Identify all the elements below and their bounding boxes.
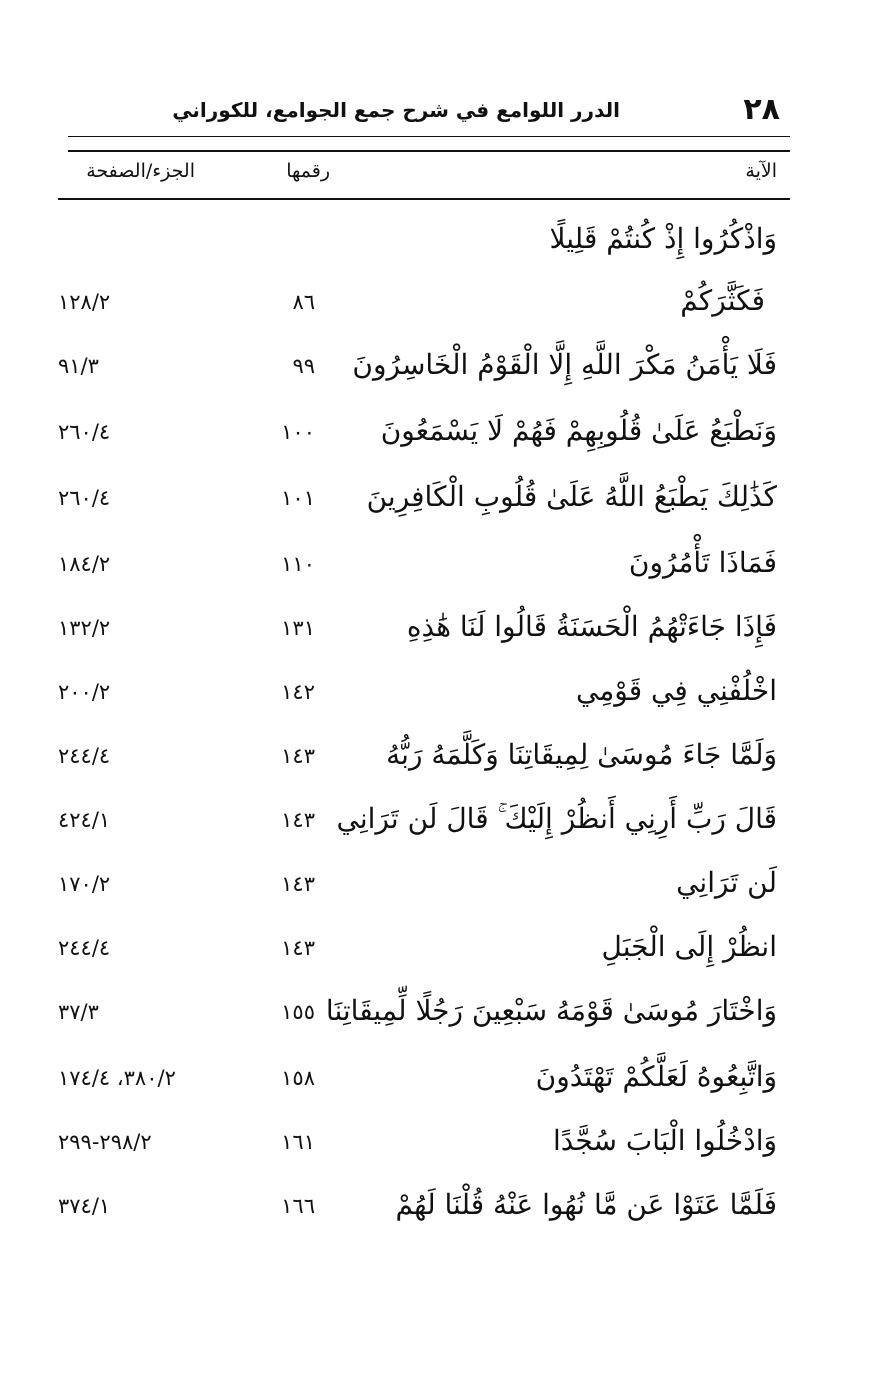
verse-text: وَادْخُلُوا الْبَابَ سُجَّدًا (552, 1124, 777, 1157)
verse-number: ١٣١ (281, 616, 315, 640)
table-header-rule (58, 198, 790, 200)
table-row (0, 284, 885, 344)
verse-number: ١١٠ (281, 552, 315, 576)
column-header-number: رقمها (286, 160, 330, 182)
table-row (0, 994, 885, 1054)
verse-text: فَإِذَا جَاءَتْهُمُ الْحَسَنَةُ قَالُوا لَنَا هَٰذِهِ (406, 610, 777, 643)
volume-page-ref: ١٧٠/٢ (58, 872, 111, 896)
table-row (0, 414, 885, 474)
verse-number: ١٤٣ (281, 936, 315, 960)
book-title: الدرر اللوامع في شرح جمع الجوامع، للكوراني (172, 98, 620, 122)
table-row (0, 480, 885, 540)
volume-page-ref: ١٣٢/٢ (58, 616, 111, 640)
volume-page-ref: ١٢٨/٢ (58, 290, 111, 314)
verse-text: وَنَطْبَعُ عَلَىٰ قُلُوبِهِمْ فَهُمْ لَا يَسْمَعُونَ (380, 414, 777, 447)
verse-text: اخْلُفْنِي فِي قَوْمِي (575, 674, 777, 707)
verse-text: فَلَا يَأْمَنُ مَكْرَ اللَّهِ إِلَّا الْقَوْمُ الْخَاسِرُونَ (352, 348, 777, 381)
table-row (0, 674, 885, 734)
table-row (0, 1060, 885, 1120)
volume-page-ref: ٢٠٠/٢ (58, 680, 111, 704)
table-row (0, 1188, 885, 1248)
verse-text: لَن تَرَانِي (676, 866, 777, 899)
verse-text: فَلَمَّا عَتَوْا عَن مَّا نُهُوا عَنْهُ قُلْنَا لَهُمْ (395, 1188, 777, 1221)
verse-number: ١٤٢ (281, 680, 315, 704)
header-rule (68, 136, 790, 137)
volume-page-ref: ٣٧/٣ (58, 1000, 99, 1024)
volume-page-ref: ٤٢٤/١ (58, 808, 111, 832)
verse-text: فَكَثَّرَكُمْ (680, 284, 765, 317)
verse-number: ٨٦ (292, 290, 315, 314)
table-row (0, 930, 885, 990)
column-header-reference: الجزء/الصفحة (86, 160, 195, 182)
verse-number: ١٥٨ (281, 1066, 315, 1090)
verse-text: فَمَاذَا تَأْمُرُونَ (628, 546, 777, 579)
verse-number: ١٤٣ (281, 872, 315, 896)
verse-number: ١٤٣ (281, 808, 315, 832)
table-row (0, 546, 885, 606)
column-header-verse: الآية (745, 160, 777, 182)
volume-page-ref: ٣٨٠/٢، ١٧٤/٤ (58, 1066, 176, 1090)
verse-text: انظُرْ إِلَى الْجَبَلِ (601, 930, 777, 963)
volume-page-ref: ٢٦٠/٤ (58, 486, 111, 510)
table-top-rule (68, 150, 790, 152)
verse-text: وَاذْكُرُوا إِذْ كُنتُمْ قَلِيلًا (549, 222, 777, 255)
table-row (0, 802, 885, 862)
volume-page-ref: ٢٤٤/٤ (58, 936, 111, 960)
table-row (0, 222, 885, 282)
verse-number: ١٤٣ (281, 744, 315, 768)
verse-text: كَذَٰلِكَ يَطْبَعُ اللَّهُ عَلَىٰ قُلُوبِ الْكَافِرِينَ (366, 480, 777, 513)
table-row (0, 1124, 885, 1184)
verse-text: قَالَ رَبِّ أَرِنِي أَنظُرْ إِلَيْكَ ۚ قَالَ لَن تَرَانِي (336, 802, 777, 835)
verse-text: وَاتَّبِعُوهُ لَعَلَّكُمْ تَهْتَدُونَ (535, 1060, 777, 1093)
verse-text: وَلَمَّا جَاءَ مُوسَىٰ لِمِيقَاتِنَا وَكَلَّمَهُ رَبُّهُ (386, 738, 777, 771)
verse-number: ١٠١ (281, 486, 315, 510)
volume-page-ref: ٢٩٨/٢-٢٩٩ (58, 1130, 152, 1154)
table-row (0, 738, 885, 798)
page-number: ٢٨ (743, 92, 780, 127)
volume-page-ref: ٢٤٤/٤ (58, 744, 111, 768)
running-header (60, 92, 790, 132)
volume-page-ref: ١٨٤/٢ (58, 552, 111, 576)
verse-number: ١٠٠ (281, 420, 315, 444)
volume-page-ref: ٣٧٤/١ (58, 1194, 111, 1218)
verse-number: ١٦٦ (281, 1194, 315, 1218)
table-row (0, 348, 885, 408)
verse-text: وَاخْتَارَ مُوسَىٰ قَوْمَهُ سَبْعِينَ رَجُلًا لِّمِيقَاتِنَا (325, 994, 777, 1027)
table-row (0, 610, 885, 670)
verse-number: ١٦١ (281, 1130, 315, 1154)
verse-number: ١٥٥ (281, 1000, 315, 1024)
volume-page-ref: ٢٦٠/٤ (58, 420, 111, 444)
table-row (0, 866, 885, 926)
volume-page-ref: ٩١/٣ (58, 354, 99, 378)
verse-number: ٩٩ (292, 354, 315, 378)
